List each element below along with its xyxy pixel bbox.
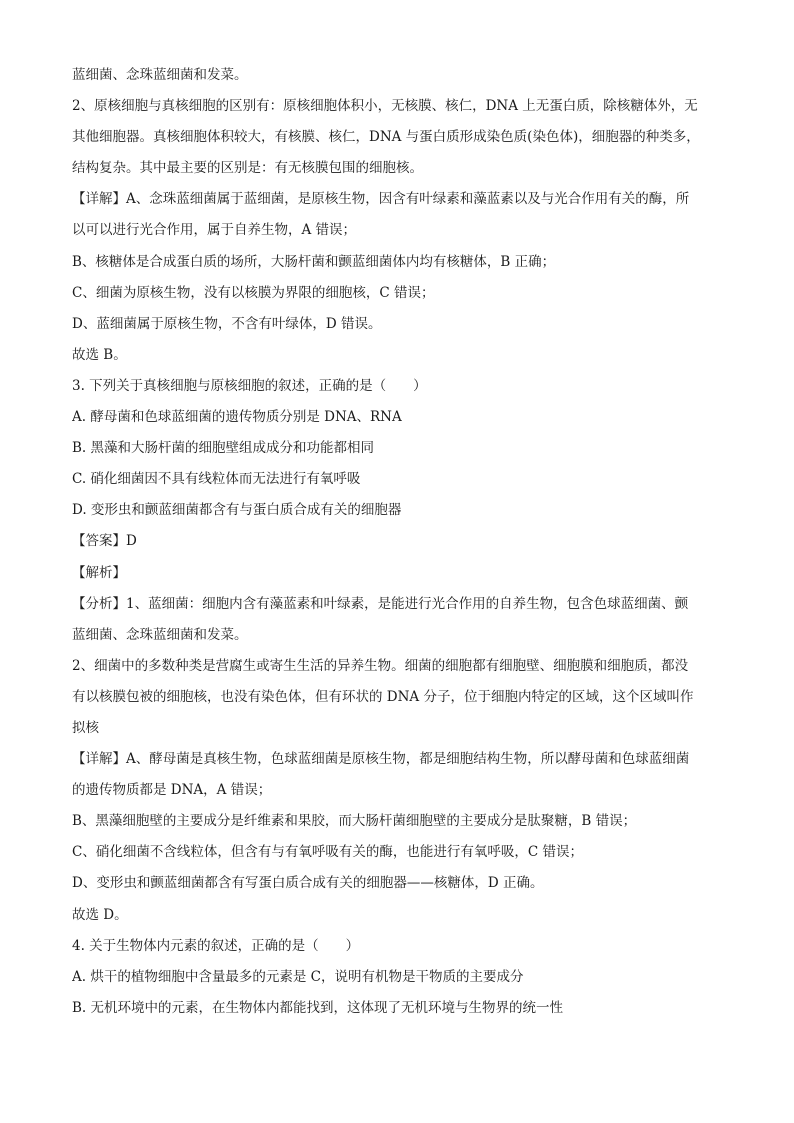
text-line: 结构复杂。其中最主要的区别是：有无核膜包围的细胞核。: [72, 160, 423, 177]
option-c: C. 硝化细菌因不具有线粒体而无法进行有氧呼吸: [72, 471, 361, 488]
text-line: B、核糖体是合成蛋白质的场所，大肠杆菌和颤蓝细菌体内均有核糖体，B 正确；: [72, 253, 556, 270]
text-line: 有以核膜包被的细胞核，也没有染色体，但有环状的 DNA 分子，位于细胞内特定的区域，这个区域叫作: [72, 688, 694, 705]
answer-line: 【答案】D: [72, 533, 137, 550]
text-line: D、变形虫和颤蓝细菌都含有写蛋白质合成有关的细胞器——核糖体，D 正确。: [72, 875, 544, 892]
question-stem: 4. 关于生物体内元素的叙述，正确的是（ ）: [72, 937, 360, 954]
text-line: 的遗传物质都是 DNA，A 错误；: [72, 782, 272, 799]
question-stem: 3. 下列关于真核细胞与原核细胞的叙述，正确的是（ ）: [72, 377, 427, 394]
text-line: 蓝细菌、念珠蓝细菌和发菜。: [72, 67, 248, 83]
text-line: D、蓝细菌属于原核生物，不含有叶绿体，D 错误。: [72, 315, 382, 332]
option-a: A. 酵母菌和色球蓝细菌的遗传物质分别是 DNA、RNA: [72, 409, 402, 426]
option-d: D. 变形虫和颤蓝细菌都含有与蛋白质合成有关的细胞器: [72, 502, 402, 519]
text-line: 2、细菌中的多数种类是营腐生或寄生生活的异养生物。细菌的细胞都有细胞壁、细胞膜和细胞质，都没: [72, 657, 689, 674]
text-line: B、黑藻细胞壁的主要成分是纤维素和果胶，而大肠杆菌细胞壁的主要成分是肽聚糖，B 错误；: [72, 813, 637, 830]
text-line: 其他细胞器。真核细胞体积较大，有核膜、核仁，DNA 与蛋白质形成染色质(染色体)，细胞器的种类多，: [72, 129, 700, 146]
text-line: 拟核: [72, 719, 99, 736]
text-line: C、硝化细菌不含线粒体，但含有与有氧呼吸有关的酶，也能进行有氧呼吸，C 错误；: [72, 844, 583, 861]
text-line: 故选 B。: [72, 346, 127, 363]
text-line: 2、原核细胞与真核细胞的区别有：原核细胞体积小，无核膜、核仁，DNA 上无蛋白质，除核糖体外，无: [72, 98, 698, 115]
text-line: 以可以进行光合作用，属于自养生物，A 错误；: [72, 222, 357, 239]
analysis-heading: 【解析】: [72, 564, 126, 581]
text-line: C、细菌为原核生物，没有以核膜为界限的细胞核，C 错误；: [72, 284, 435, 301]
text-line: 蓝细菌、念珠蓝细菌和发菜。: [72, 626, 248, 643]
option-b: B. 黑藻和大肠杆菌的细胞壁组成成分和功能都相同: [72, 440, 375, 457]
text-line: 【详解】A、酵母菌是真核生物，色球蓝细菌是原核生物，都是细胞结构生物，所以酵母菌和色球蓝细菌: [72, 751, 690, 768]
text-line: 【详解】A、念珠蓝细菌属于蓝细菌，是原核生物，因含有叶绿素和藻蓝素以及与光合作用有关的酶，所: [72, 191, 690, 208]
option-a: A. 烘干的植物细胞中含量最多的元素是 C，说明有机物是干物质的主要成分: [72, 968, 524, 985]
text-line: 【分析】1、蓝细菌：细胞内含有藻蓝素和叶绿素，是能进行光合作用的自养生物，包含色球蓝细菌、颤: [72, 595, 689, 612]
document-body: [72, 60, 722, 1024]
option-b: B. 无机环境中的元素，在生物体内都能找到，这体现了无机环境与生物界的统一性: [72, 999, 564, 1016]
text-line: 故选 D。: [72, 906, 128, 923]
